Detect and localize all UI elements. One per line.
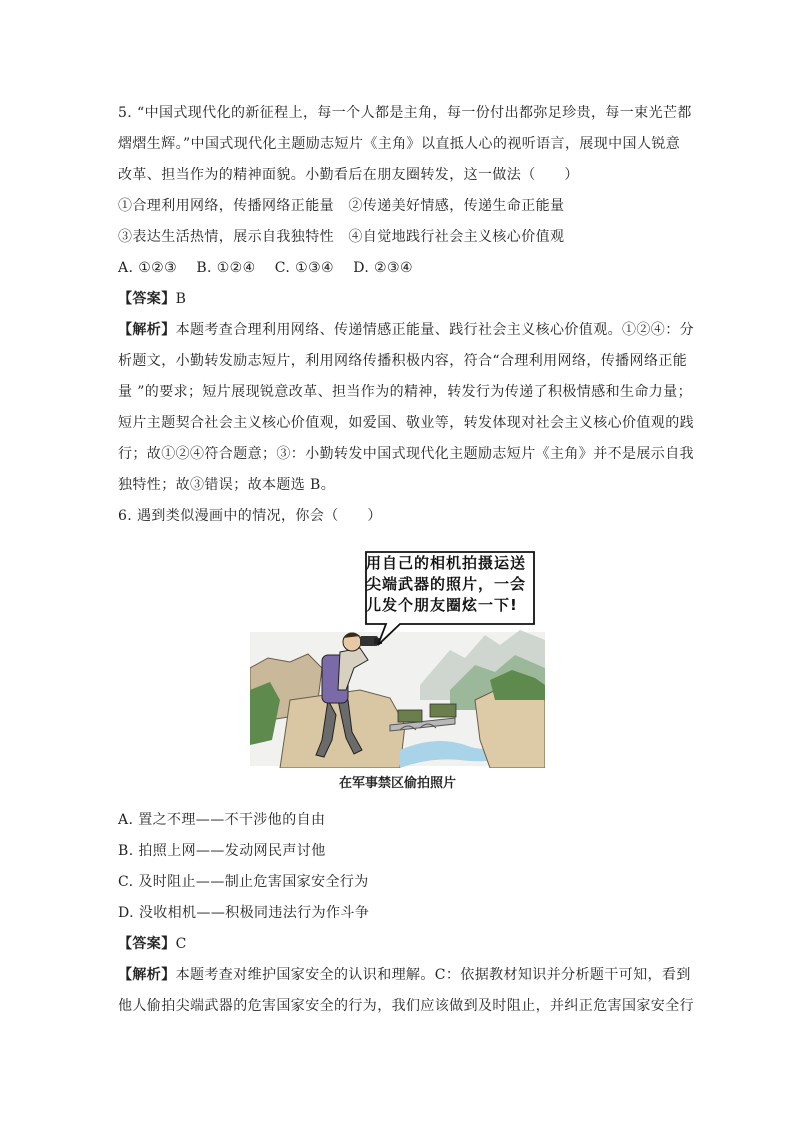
q5-answer-label: 【答案】 xyxy=(118,291,176,307)
q5-analysis-line-5: 行；故①②④符合题意；③：小勤转发中国式现代化主题励志短片《主角》并不是展示自我 xyxy=(118,446,694,462)
q5-analysis-label: 【解析】 xyxy=(118,322,176,338)
q5-analysis-line-3: 量 ”的要求；短片展现锐意改革、担当作为的精神，转发行为传递了积极情感和生命力量； xyxy=(118,384,693,400)
q6-stem: 6. 遇到类似漫画中的情况，你会（ ） xyxy=(118,508,382,524)
q6-analysis-label: 【解析】 xyxy=(118,967,176,983)
q6-analysis-line-2: 他人偷拍尖端武器的危害国家安全的行为，我们应该做到及时阻止，并纠正危害国家安全行 xyxy=(118,998,694,1014)
q5-analysis-line-6: 独特性；故③错误；故本题选 B。 xyxy=(118,477,336,493)
q6-option-b: B. 拍照上网——发动网民声讨他 xyxy=(118,843,326,859)
q5-statement-1: ①合理利用网络，传播网络正能量 ②传递美好情感，传递生命正能量 xyxy=(118,198,565,214)
q6-answer-label: 【答案】 xyxy=(118,936,176,952)
q5-answer xyxy=(118,289,186,309)
bubble-line-3: 儿发个朋友圈炫一下! xyxy=(366,596,518,614)
q6-answer xyxy=(118,934,187,954)
q5-stem-line-2: 熠熠生辉。”中国式现代化主题励志短片《主角》以直抵人心的视听语言，展现中国人锐意 xyxy=(118,136,681,152)
q5-analysis-line-2: 析题文，小勤转发励志短片，利用网络传播积极内容，符合“合理利用网络，传播网络正能 xyxy=(118,353,688,369)
q5-answer-value: B xyxy=(175,291,187,307)
q5-options: A. ①②③ B. ①②④ C. ①③④ D. ②③④ xyxy=(118,260,413,276)
q5-analysis-text-1: 本题考查合理利用网络、传递情感正能量、践行社会主义核心价值观。①②④：分 xyxy=(175,322,695,338)
q6-answer-value: C xyxy=(175,936,187,952)
bubble-line-2: 尖端武器的照片，一会 xyxy=(366,575,527,593)
military-truck-2 xyxy=(430,704,456,717)
q5-stem-line-1: 5. “中国式现代化的新征程上，每一个人都是主角，每一份付出都弥足珍贵，每一束光芒都 xyxy=(118,105,692,121)
q6-analysis-text-1: 本题考查对维护国家安全的认识和理解。C：依据教材知识并分析题干可知，看到 xyxy=(175,967,691,983)
figure-caption: 在军事禁区偷拍照片 xyxy=(338,776,456,791)
bubble-line-1: 用自己的相机拍摄运送 xyxy=(366,554,527,572)
q5-analysis-line-1 xyxy=(118,320,694,340)
q5-statement-2: ③表达生活热情，展示自我独特性 ④自觉地践行社会主义核心价值观 xyxy=(118,229,565,245)
speech-bubble-text xyxy=(366,553,532,616)
q6-option-a: A. 置之不理——不干涉他的自由 xyxy=(118,812,326,828)
q5-stem-line-3: 改革、担当作为的精神面貌。小勤看后在朋友圈转发，这一做法（ ） xyxy=(118,167,579,183)
q6-option-c: C. 及时阻止——制止危害国家安全行为 xyxy=(118,874,369,890)
q6-option-d: D. 没收相机——积极同违法行为作斗争 xyxy=(118,905,370,921)
q6-analysis-line-1 xyxy=(118,965,691,985)
military-truck-1 xyxy=(398,710,422,722)
q5-analysis-line-4: 短片主题契合社会主义核心价值观，如爱国、敬业等，转发体现对社会主义核心价值观的践 xyxy=(118,415,694,431)
